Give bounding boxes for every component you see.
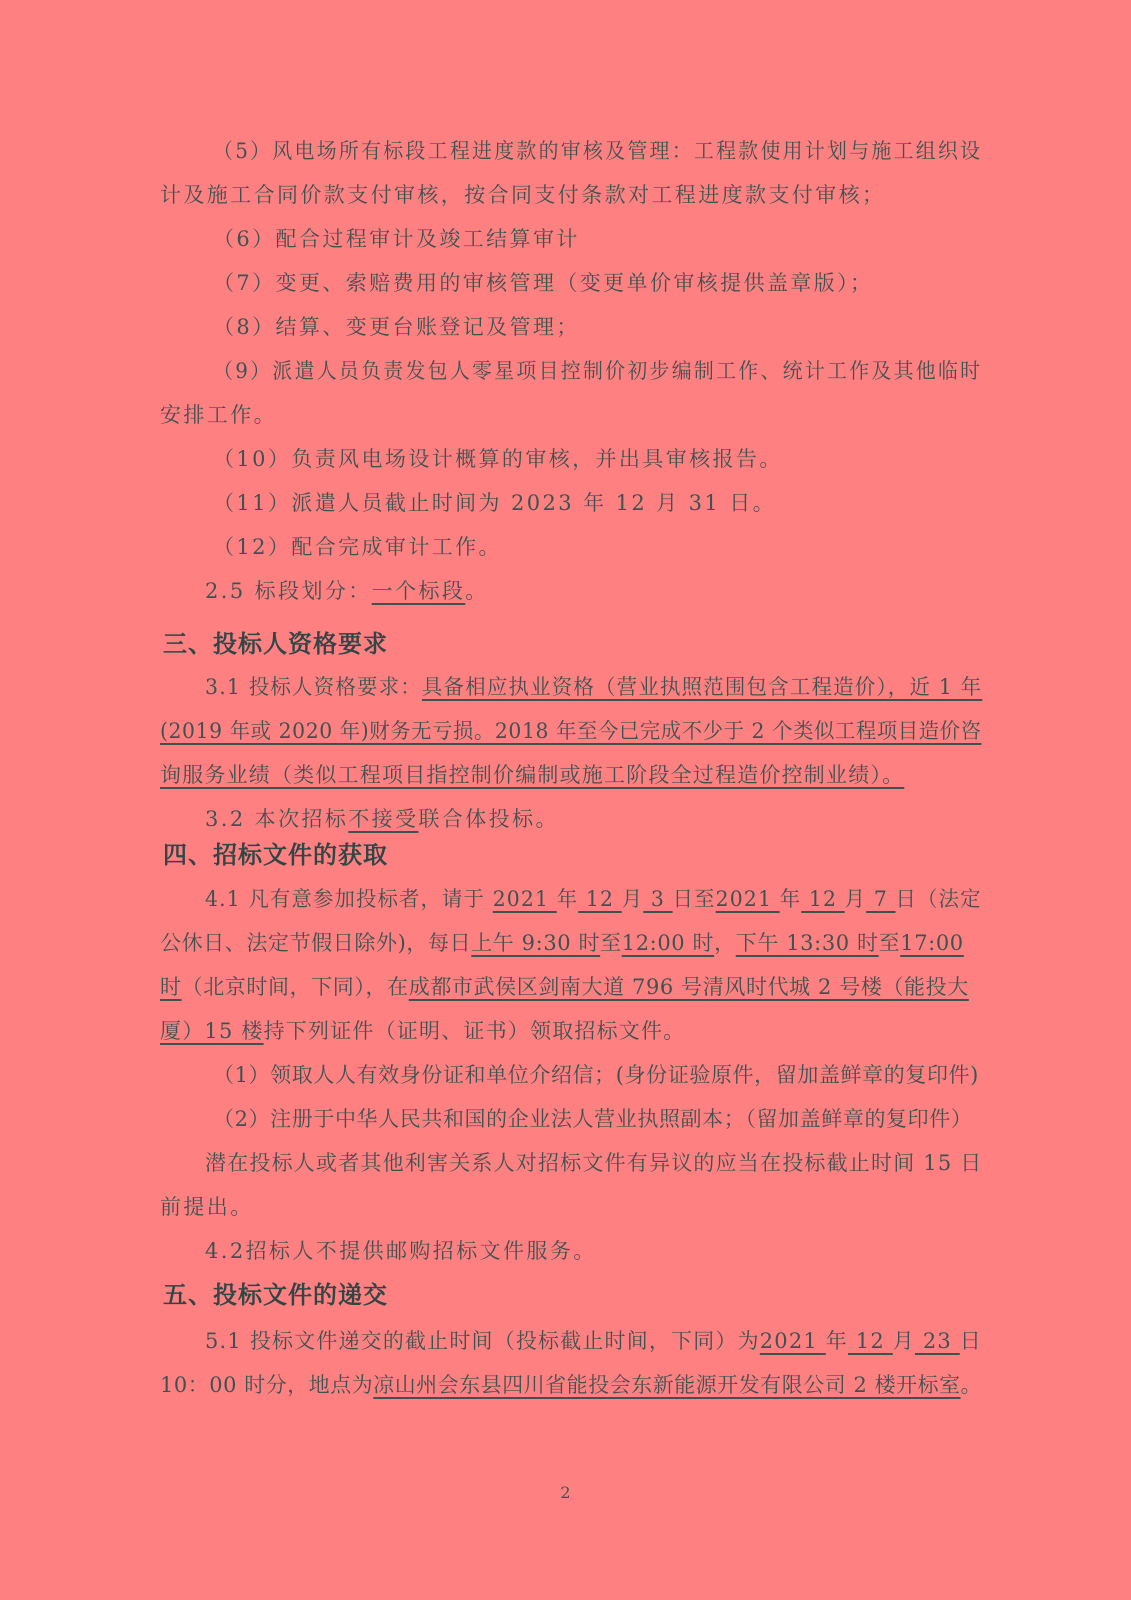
month-label: 月 — [892, 1329, 915, 1353]
section-2-5-label: 2.5 标段划分： — [205, 579, 372, 603]
section-4-1-line-2 — [160, 928, 964, 958]
para-9-line-1: （9）派遣人员负责发包人零星项目控制价初步编制工作、统计工作及其他临时 — [213, 359, 983, 383]
section-3-1-label: 3.1 投标人资格要求： — [205, 675, 422, 699]
year-label: 年 — [825, 1329, 848, 1353]
para-5-line-1: （5）风电场所有标段工程进度款的审核及管理：工程款使用计划与施工组织设 — [213, 139, 983, 163]
deadline-time: 10：00 时分，地点为 — [160, 1373, 374, 1397]
requirement-item-2: （2）注册于中华人民共和国的企业法人营业执照副本；（留加盖鲜章的复印件） — [213, 1107, 973, 1131]
afternoon-end: 17:00 — [900, 931, 964, 955]
year-label: 年 — [779, 887, 802, 911]
year-label: 年 — [556, 887, 579, 911]
para-5-line-2: 计及施工合同价款支付审核，按合同支付条款对工程进度款支付审核； — [160, 183, 886, 207]
section-3-2-suffix: 联合体投标。 — [418, 807, 559, 831]
morning-start: 上午 9:30 时 — [471, 931, 601, 955]
address-floor: 厦）15 楼 — [160, 1019, 264, 1043]
deadline-month: 12 — [847, 1329, 893, 1353]
day-to-label: 日至 — [672, 887, 716, 911]
section-3-1-line-1 — [205, 672, 982, 702]
start-month: 12 — [578, 887, 622, 911]
start-day: 3 — [643, 887, 673, 911]
section-3-1-line-2 — [160, 716, 982, 746]
section-2-5 — [205, 576, 489, 606]
month-label: 月 — [621, 887, 644, 911]
start-year: 2021 — [492, 887, 557, 911]
section-3-1-text-2: (2019 年或 2020 年)财务无亏损。2018 年至今已完成不少于 2 个类似工程项目造价咨 — [160, 719, 982, 743]
para-9-line-2: 安排工作。 — [160, 403, 277, 427]
to-label: 至 — [878, 931, 901, 955]
section-3-2 — [205, 804, 559, 834]
month-label: 月 — [844, 887, 867, 911]
section-5-1-line-2 — [160, 1370, 982, 1400]
requirement-item-1: （1）领取人人有效身份证和单位介绍信；(身份证验原件，留加盖鲜章的复印件) — [213, 1063, 979, 1087]
deadline-year: 2021 — [759, 1329, 826, 1353]
section-3-1-text-3: 询服务业绩（类似工程项目指控制价编制或施工阶段全过程造价控制业绩）。 — [160, 763, 905, 787]
section-3-heading: 三、投标人资格要求 — [163, 630, 388, 658]
end-day: 7 — [866, 887, 896, 911]
end-year: 2021 — [715, 887, 780, 911]
deadline-text: 5.1 投标文件递交的截止时间（投标截止时间，下同）为 — [205, 1329, 760, 1353]
day-label: 日（法定 — [895, 887, 982, 911]
para-7: （7）变更、索赔费用的审核管理（变更单价审核提供盖章版）； — [213, 271, 874, 295]
end-month: 12 — [801, 887, 845, 911]
section-2-5-value: 一个标段 — [371, 579, 466, 603]
section-4-1-line-4 — [160, 1016, 685, 1046]
address: 成都市武侯区剑南大道 796 号清风时代城 2 号楼（能投大 — [408, 975, 969, 999]
to-label: 至 — [600, 931, 622, 955]
comma: ， — [714, 931, 736, 955]
para-10: （10）负责风电场设计概算的审核，并出具审核报告。 — [213, 447, 783, 471]
objection-line-2: 前提出。 — [160, 1195, 254, 1219]
objection-line-1: 潜在投标人或者其他利害关系人对招标文件有异议的应当在投标截止时间 15 日 — [205, 1151, 983, 1175]
section-3-1-text-1: 具备相应执业资格（营业执照范围包含工程造价），近 1 年 — [421, 675, 983, 699]
para-8: （8）结算、变更台账登记及管理； — [213, 315, 580, 339]
page-number: 2 — [560, 1483, 571, 1502]
section-3-2-label: 3.2 本次招标 — [205, 807, 349, 831]
day-label: 日 — [959, 1329, 982, 1353]
section-4-1-text: 4.1 凡有意参加投标者，请于 — [205, 887, 493, 911]
section-3-1-line-3 — [160, 760, 904, 790]
hour-label: 时 — [160, 975, 182, 999]
section-4-1-line-3 — [160, 972, 969, 1002]
documents-text: 持下列证件（证明、证书）领取招标文件。 — [263, 1019, 686, 1043]
morning-end: 12:00 时 — [621, 931, 715, 955]
section-4-heading: 四、招标文件的获取 — [163, 841, 388, 869]
afternoon-start: 下午 13:30 时 — [735, 931, 879, 955]
section-5-heading: 五、投标文件的递交 — [163, 1281, 388, 1309]
submission-location: 凉山州会东县四川省能投会东新能源开发有限公司 2 楼开标室 — [373, 1373, 961, 1397]
para-12: （12）配合完成审计工作。 — [213, 535, 502, 559]
section-5-1-line-1 — [205, 1326, 982, 1356]
section-4-2: 4.2招标人不提供邮购招标文件服务。 — [205, 1239, 597, 1263]
section-4-1-line-1 — [205, 884, 982, 914]
section-2-5-suffix: 。 — [465, 579, 489, 603]
section-3-2-value: 不接受 — [348, 807, 419, 831]
beijing-time-text: （北京时间，下同），在 — [181, 975, 409, 999]
period: 。 — [960, 1373, 983, 1397]
holiday-text: 公休日、法定节假日除外)，每日 — [160, 931, 472, 955]
para-11: （11）派遣人员截止时间为 2023 年 12 月 31 日。 — [213, 491, 777, 515]
deadline-day: 23 — [914, 1329, 960, 1353]
para-6: （6）配合过程审计及竣工结算审计 — [213, 227, 580, 251]
